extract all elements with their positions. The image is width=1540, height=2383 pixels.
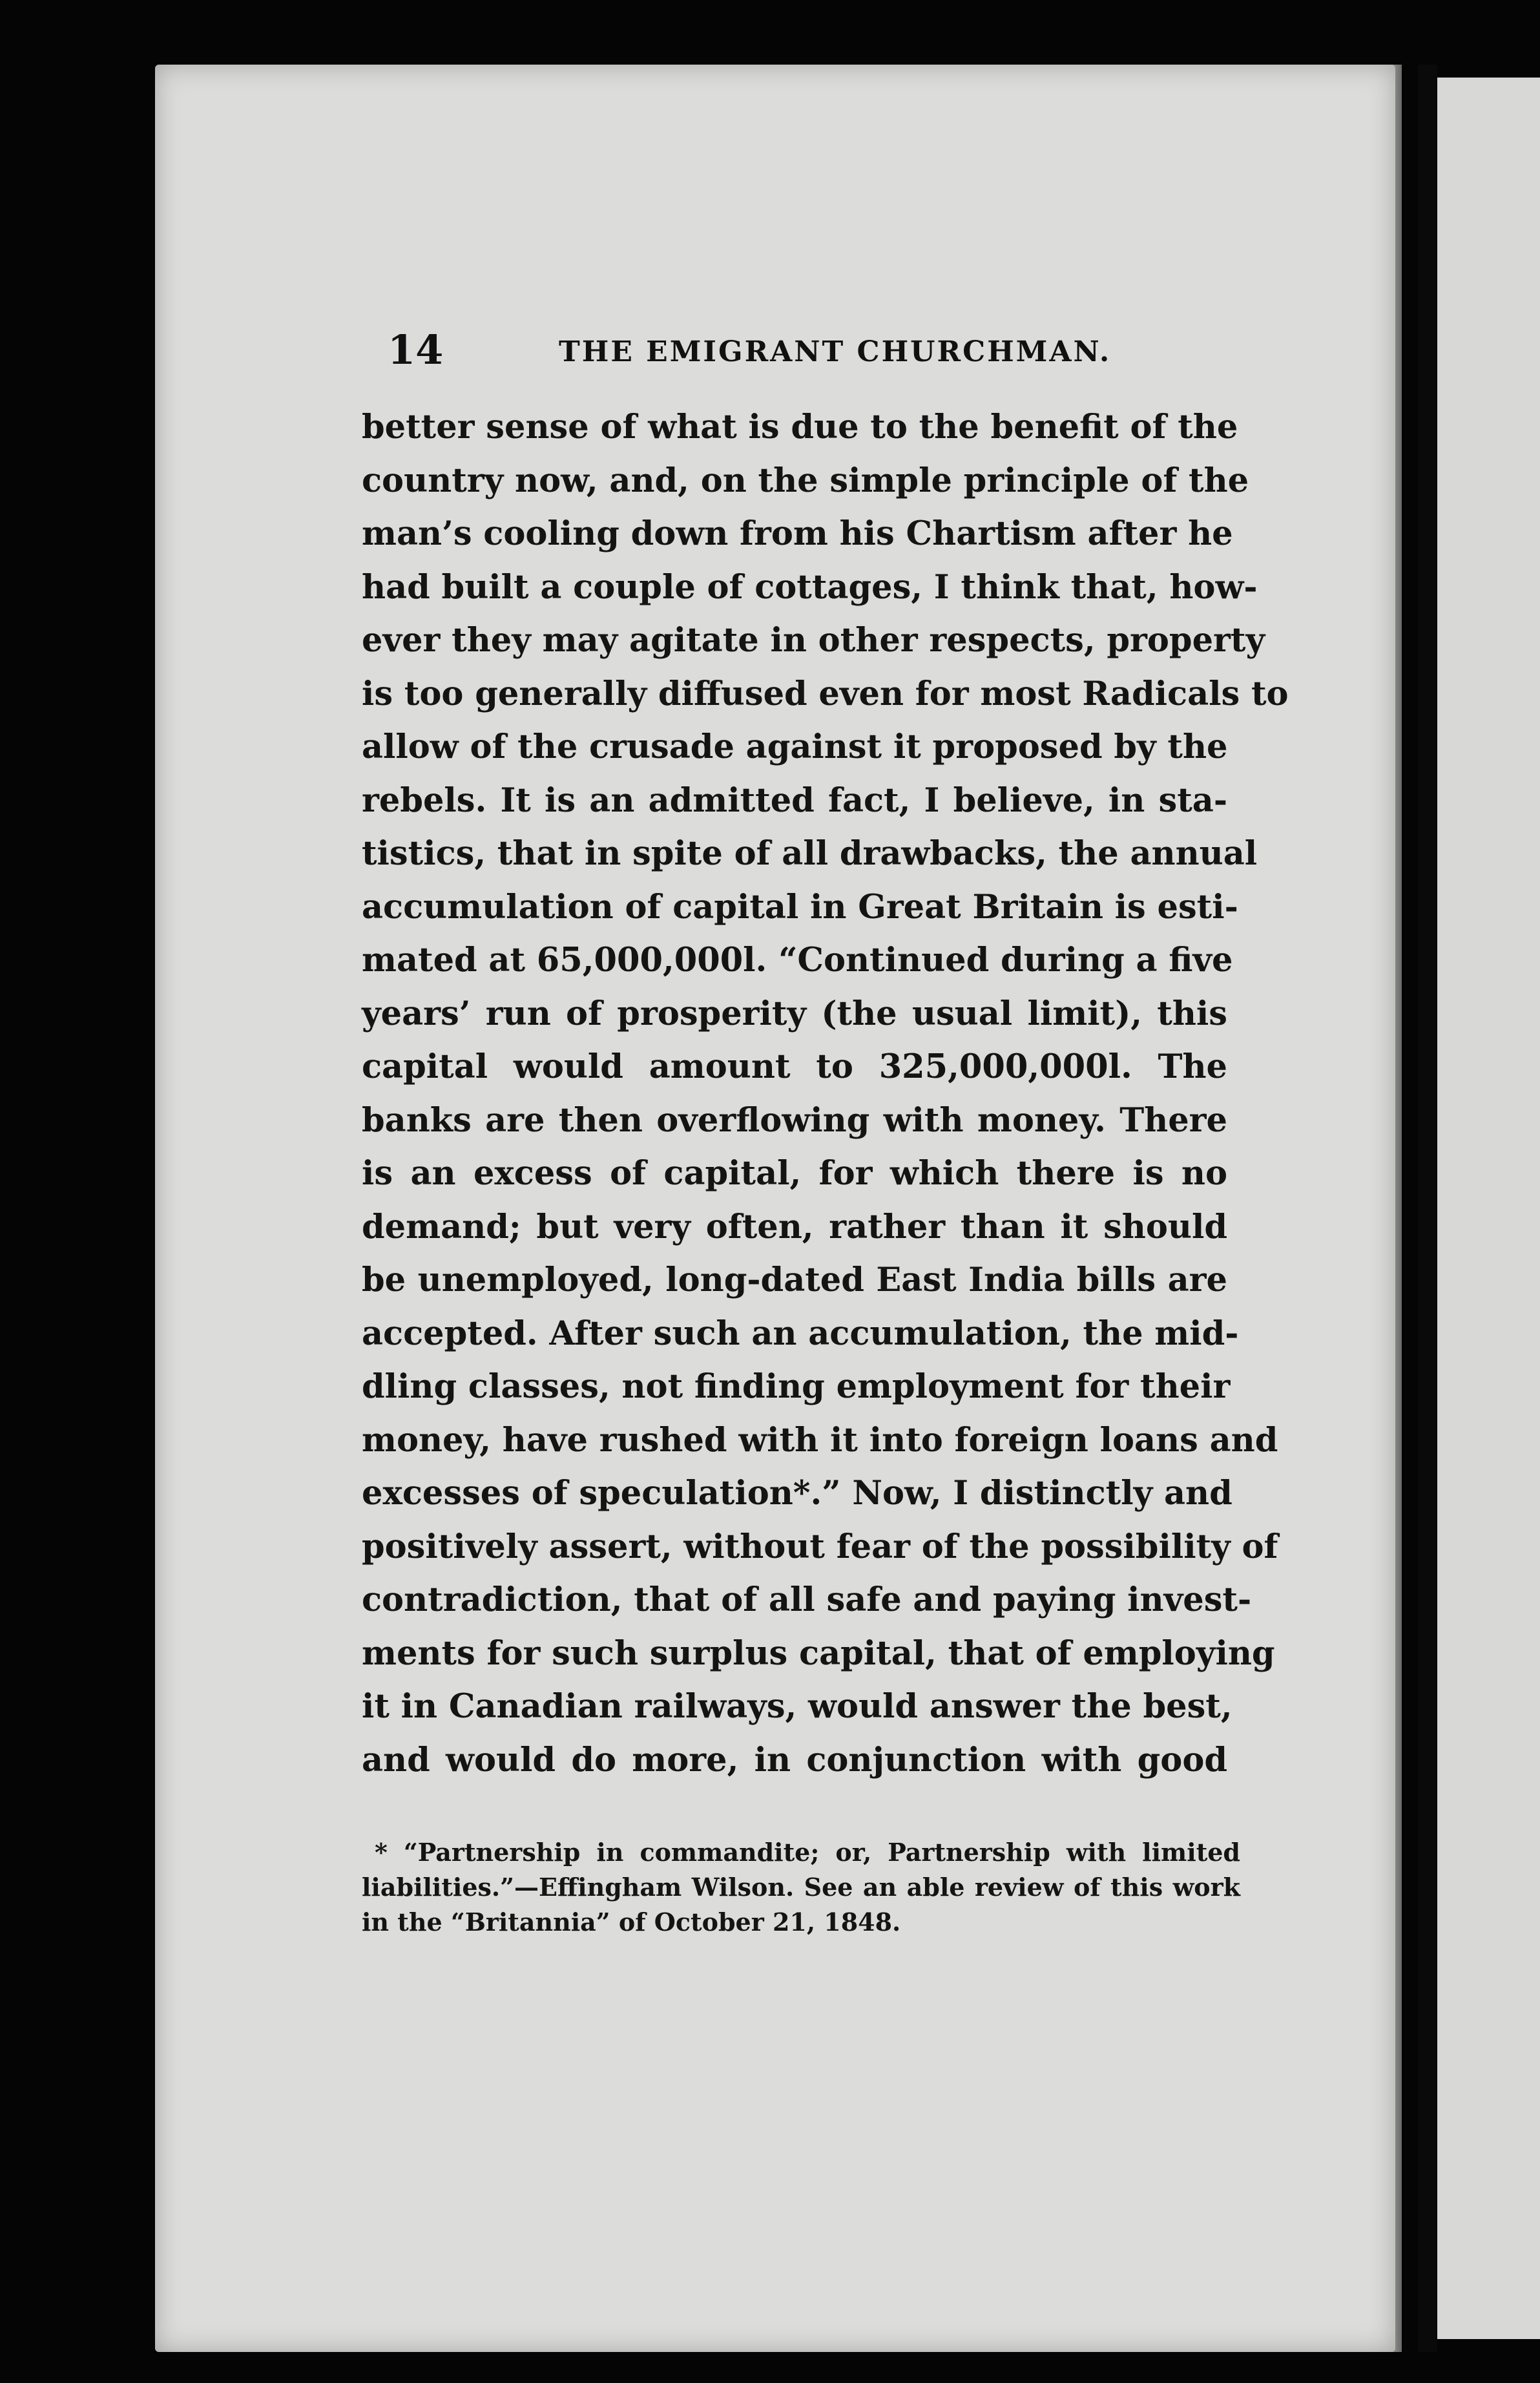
body-line: money, have rushed with it into foreign loans and xyxy=(362,1420,1278,1460)
body-line: dling classes, not finding employment for their xyxy=(362,1367,1231,1406)
footnote-line: in the “Britannia” of October 21, 1848. xyxy=(362,1907,901,1937)
body-line: be unemployed, long-dated East India bills are xyxy=(362,1261,1227,1299)
footnote xyxy=(362,1835,1240,1940)
body-line: demand; but very often, rather than it should xyxy=(362,1207,1227,1246)
body-line: ever they may agitate in other respects, property xyxy=(362,621,1265,660)
body-line: accumulation of capital in Great Britain is esti- xyxy=(362,887,1238,927)
body-line: accepted. After such an accumulation, the mid- xyxy=(362,1314,1239,1353)
body-line: tistics, that in spite of all drawbacks, the annual xyxy=(362,834,1258,873)
body-line: man’s cooling down from his Chartism after he xyxy=(362,514,1233,553)
body-line: ments for such surplus capital, that of employing xyxy=(362,1633,1275,1673)
footnote-line: * “Partnership in commandite; or, Partnership with limited xyxy=(375,1838,1240,1867)
body-line: it in Canadian railways, would answer the best, xyxy=(362,1687,1233,1726)
body-line: is too generally diffused even for most Radicals to xyxy=(362,674,1289,713)
body-line: better sense of what is due to the benefit of the xyxy=(362,408,1238,446)
page-header xyxy=(388,326,1247,384)
facing-page-edge xyxy=(1437,78,1540,2339)
body-line: had built a couple of cottages, I think that, how- xyxy=(362,567,1258,607)
body-line: allow of the crusade against it proposed by the xyxy=(362,728,1228,766)
body-line: mated at 65,000,000l. “Continued during a five xyxy=(362,941,1233,980)
footnote-line: liabilities.”—Effingham Wilson. See an able review of this work xyxy=(362,1873,1240,1902)
body-line: excesses of speculation*.” Now, I distinctly and xyxy=(362,1474,1233,1513)
body-line: capital would amount to 325,000,000l. The xyxy=(362,1047,1227,1086)
body-line: and would do more, in conjunction with good xyxy=(362,1740,1227,1779)
page-number: 14 xyxy=(388,326,444,373)
body-line: banks are then overflowing with money. There xyxy=(362,1100,1227,1140)
gutter-shadow xyxy=(1418,65,1437,2352)
body-line: positively assert, without fear of the possibility of xyxy=(362,1527,1278,1566)
body-line: rebels. It is an admitted fact, I believe, in sta- xyxy=(362,781,1227,820)
body-line: years’ run of prosperity (the usual limit), this xyxy=(362,994,1227,1033)
body-line: is an excess of capital, for which there is no xyxy=(362,1154,1227,1193)
body-line: contradiction, that of all safe and paying invest- xyxy=(362,1580,1252,1619)
body-line: country now, and, on the simple principle of the xyxy=(362,461,1249,500)
body-text xyxy=(362,401,1289,1787)
running-title: THE EMIGRANT CHURCHMAN. xyxy=(559,335,1112,368)
